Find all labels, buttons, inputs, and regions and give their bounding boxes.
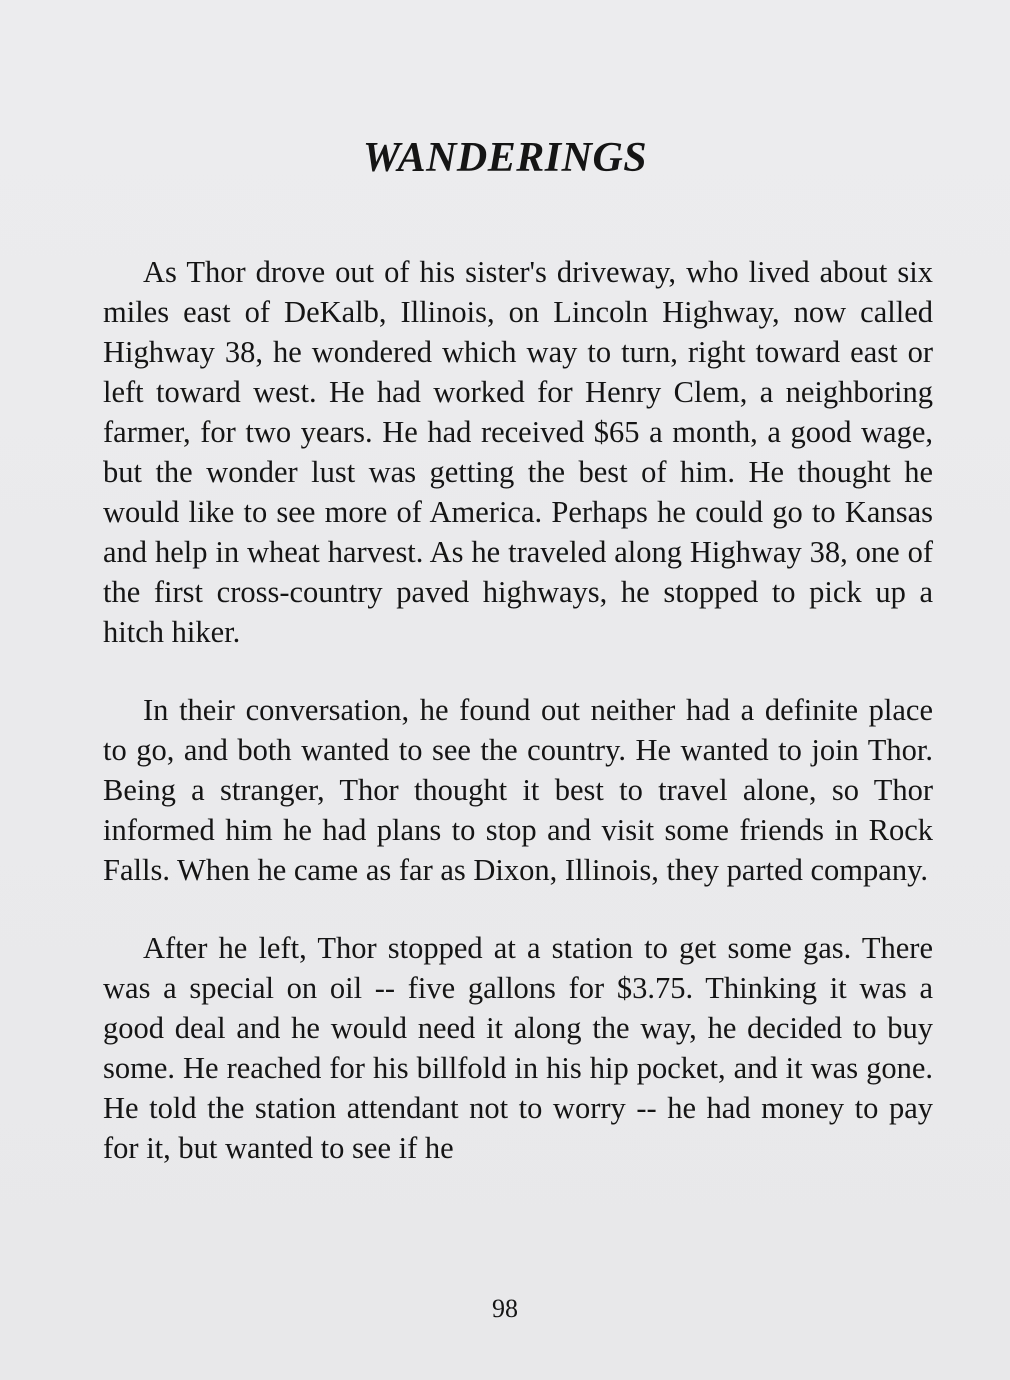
chapter-title: WANDERINGS bbox=[362, 135, 648, 181]
paragraph-1: As Thor drove out of his sister's driveway, who lived about six miles east of DeKalb, Illinois, on Lincoln Highway, now called Highway 38, he wondered which way to turn, right toward east or left toward west. He had worked for Henry Clem, a neighboring farmer, for two years. He had received $65 a month, a good wage, but the wonder lust was getting the best of him. He thought he would like to see more of America. Perhaps he could go to Kansas and help in wheat harvest. As he traveled along Highway 38, one of the first cross-country paved highways, he stopped to pick up a hitch hiker. bbox=[103, 255, 933, 649]
body-text bbox=[103, 252, 933, 1168]
page-number: 98 bbox=[492, 1294, 518, 1323]
paragraph-3: After he left, Thor stopped at a station to get some gas. There was a special on oil -- five gallons for $3.75. Thinking it was a good deal and he would need it along the way, he decided to buy some. He reached for his billfold in his hip pocket, and it was gone. He told the station attendant not to worry -- he had money to pay for it, but wanted to see if he bbox=[103, 931, 933, 1165]
paragraph-2: In their conversation, he found out neither had a definite place to go, and both wanted to see the country. He wanted to join Thor. Being a stranger, Thor thought it best to travel alone, so Thor informed him he had plans to stop and visit some friends in Rock Falls. When he came as far as Dixon, Illinois, they parted company. bbox=[103, 693, 933, 887]
